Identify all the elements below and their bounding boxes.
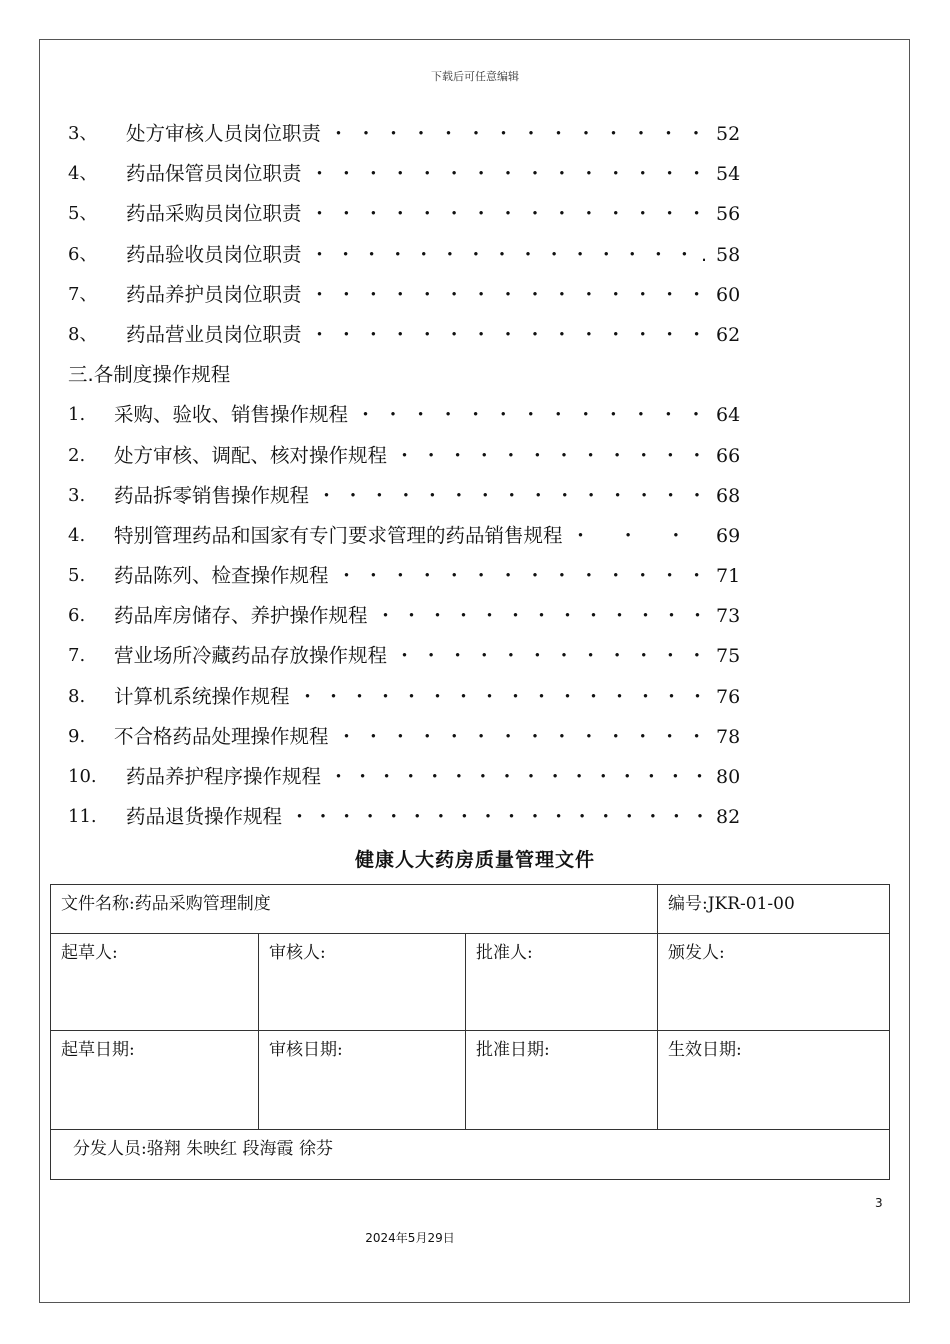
toc-entry-title: 药品拆零销售操作规程 [114, 483, 310, 507]
toc-entry-page: 62 [716, 323, 741, 346]
toc-entry-page: 80 [716, 766, 741, 788]
toc-entry-number: 2. [68, 444, 86, 466]
toc-entry-title: 药品采购员岗位职责 [126, 202, 302, 226]
toc-entry-title: 计算机系统操作规程 [114, 684, 290, 708]
effective-date-cell: 生效日期: [658, 1031, 890, 1130]
toc-leader-dots: ・・・・・・・・・・・・・・・・ [329, 766, 715, 788]
toc-entry-page: 78 [716, 725, 741, 748]
toc-entry-number: 11. [68, 806, 97, 828]
toc-entry [68, 797, 768, 837]
doc-number-cell: 编号:JKR-01-00 [658, 885, 890, 934]
toc-entry [68, 596, 768, 636]
toc-leader-dots: ・・・・・・・・・・・・ [395, 444, 715, 467]
toc-entry-title: 药品养护程序操作规程 [126, 765, 322, 788]
toc-entry [68, 516, 768, 556]
toc-entry-title: 药品退货操作规程 [126, 805, 283, 829]
toc-entry-title: 药品库房储存、养护操作规程 [114, 604, 368, 628]
toc-entry-page: 82 [716, 806, 741, 829]
toc-entry-number: 3. [68, 484, 86, 506]
toc-entry-page: 52 [716, 123, 741, 145]
toc-entry-title: 特别管理药品和国家有专门要求管理的药品销售规程 [114, 523, 563, 547]
approver-cell: 批准人: [466, 934, 658, 1031]
toc-entry-title: 处方审核人员岗位职责 [126, 122, 322, 145]
toc-entry [68, 556, 768, 596]
toc-leader-dots: ・・・・・・・・・・・・・・ [329, 123, 715, 145]
toc-entry [68, 315, 768, 355]
toc-entry [68, 395, 768, 435]
toc-entry [68, 275, 768, 315]
document-info-table [50, 884, 890, 1180]
table-of-contents [68, 114, 768, 837]
toc-entry-number: 8、 [68, 323, 98, 345]
toc-entry [68, 636, 768, 676]
header-note: 下载后可任意编辑 [431, 70, 519, 83]
toc-leader-dots: ・・・・・・・・・・・・・・・・・・ [290, 806, 715, 829]
toc-entry-number: 7、 [68, 283, 98, 305]
toc-entry-number: 4、 [68, 163, 98, 185]
toc-entry-page: 54 [716, 163, 741, 186]
toc-leader-dots: ・・・・・・・・・・・・・・ [337, 725, 715, 748]
section-heading: 三.各制度操作规程 [68, 363, 231, 387]
review-date-cell: 审核日期: [259, 1031, 466, 1130]
toc-leader-dots: ・・・・・・・・・・・・・・・ [310, 283, 715, 306]
toc-entry-title: 药品保管员岗位职责 [126, 162, 302, 186]
toc-entry-number: 6. [68, 605, 86, 627]
issuer-cell: 颁发人: [658, 934, 890, 1031]
toc-entry [68, 717, 768, 757]
toc-entry-number: 1. [68, 404, 86, 426]
toc-entry-page: 76 [716, 685, 741, 708]
toc-entry [68, 194, 768, 234]
toc-leader-dots: ・・・・・・・・・・・・・ [356, 404, 715, 427]
reviewer-cell: 审核人: [259, 934, 466, 1031]
toc-entry-number: 6、 [68, 243, 98, 265]
toc-entry-page: 64 [716, 404, 741, 427]
document-title: 健康人大药房质量管理文件 [354, 849, 595, 871]
toc-entry-number: 5、 [68, 203, 98, 225]
toc-entry-title: 药品营业员岗位职责 [126, 322, 302, 346]
toc-entry-page: 73 [716, 605, 741, 628]
toc-leader-dots: ・・・・・・・・・・・・ [395, 645, 715, 668]
toc-entry-title: 处方审核、调配、核对操作规程 [114, 443, 388, 467]
toc-leader-dots: ・・・・・・・・・・・・・・・ [310, 323, 715, 346]
toc-entry [68, 757, 768, 797]
distribution-cell: 分发人员:骆翔 朱映红 段海霞 徐芬 [51, 1130, 890, 1180]
draft-date-cell: 起草日期: [51, 1031, 259, 1130]
toc-entry [68, 436, 768, 476]
page-number: 3 [875, 1196, 883, 1210]
toc-entry-title: 营业场所冷藏药品存放操作规程 [114, 644, 388, 668]
toc-leader-dots: ・・・・・・・・・・・・・ [376, 605, 715, 628]
toc-leader-dots: ・・・・・・・・・・・・・・・・ [298, 685, 715, 708]
toc-entry-title: 药品养护员岗位职责 [126, 282, 302, 306]
toc-entry-page: 60 [716, 283, 741, 306]
toc-entry [68, 235, 768, 275]
toc-leader-dots: ・・・・・・・・・・・・・・・ [310, 163, 715, 186]
toc-entry-title: 药品验收员岗位职责 [126, 242, 302, 266]
footer-date: 2024年5月29日 [365, 1231, 455, 1245]
toc-entry-number: 3、 [68, 123, 98, 144]
toc-entry-number: 4. [68, 524, 86, 546]
toc-leader-dots: ・・・ [571, 524, 715, 547]
approve-date-cell: 批准日期: [466, 1031, 658, 1130]
toc-leader-dots: ・・・・・・・・・・・・・・・ [317, 484, 715, 507]
toc-leader-dots: ・・・・・・・・・・・・・・・ [310, 203, 715, 226]
toc-entry-title: 药品陈列、检查操作规程 [114, 564, 329, 588]
toc-entry [68, 677, 768, 717]
toc-entry-page: 71 [716, 565, 741, 588]
toc-entry-page: 56 [716, 203, 741, 226]
toc-entry-page: 69 [716, 524, 741, 547]
section-heading-row [68, 355, 768, 395]
toc-entry-page: 66 [716, 444, 741, 467]
toc-entry-number: 8. [68, 685, 86, 707]
toc-entry-number: 10. [68, 766, 97, 787]
drafter-cell: 起草人: [51, 934, 259, 1031]
toc-entry-number: 7. [68, 645, 86, 667]
toc-roles-list [68, 114, 768, 355]
toc-entry-page: 68 [716, 484, 741, 507]
toc-entry [68, 154, 768, 194]
toc-entry-page: 75 [716, 645, 741, 668]
toc-leader-dots: ・・・・・・・・・・・・・・ [337, 565, 715, 588]
file-name-cell: 文件名称:药品采购管理制度 [51, 885, 658, 934]
toc-entry [68, 114, 768, 154]
toc-procedures-list [68, 395, 768, 837]
toc-entry-number: 5. [68, 565, 86, 587]
toc-leader-dots: ・・・・・・・・・・・・・・・. [310, 243, 715, 266]
toc-entry [68, 476, 768, 516]
toc-entry-title: 不合格药品处理操作规程 [114, 724, 329, 748]
toc-entry-title: 采购、验收、销售操作规程 [114, 403, 349, 427]
toc-entry-page: 58 [716, 243, 741, 266]
toc-entry-number: 9. [68, 725, 86, 747]
